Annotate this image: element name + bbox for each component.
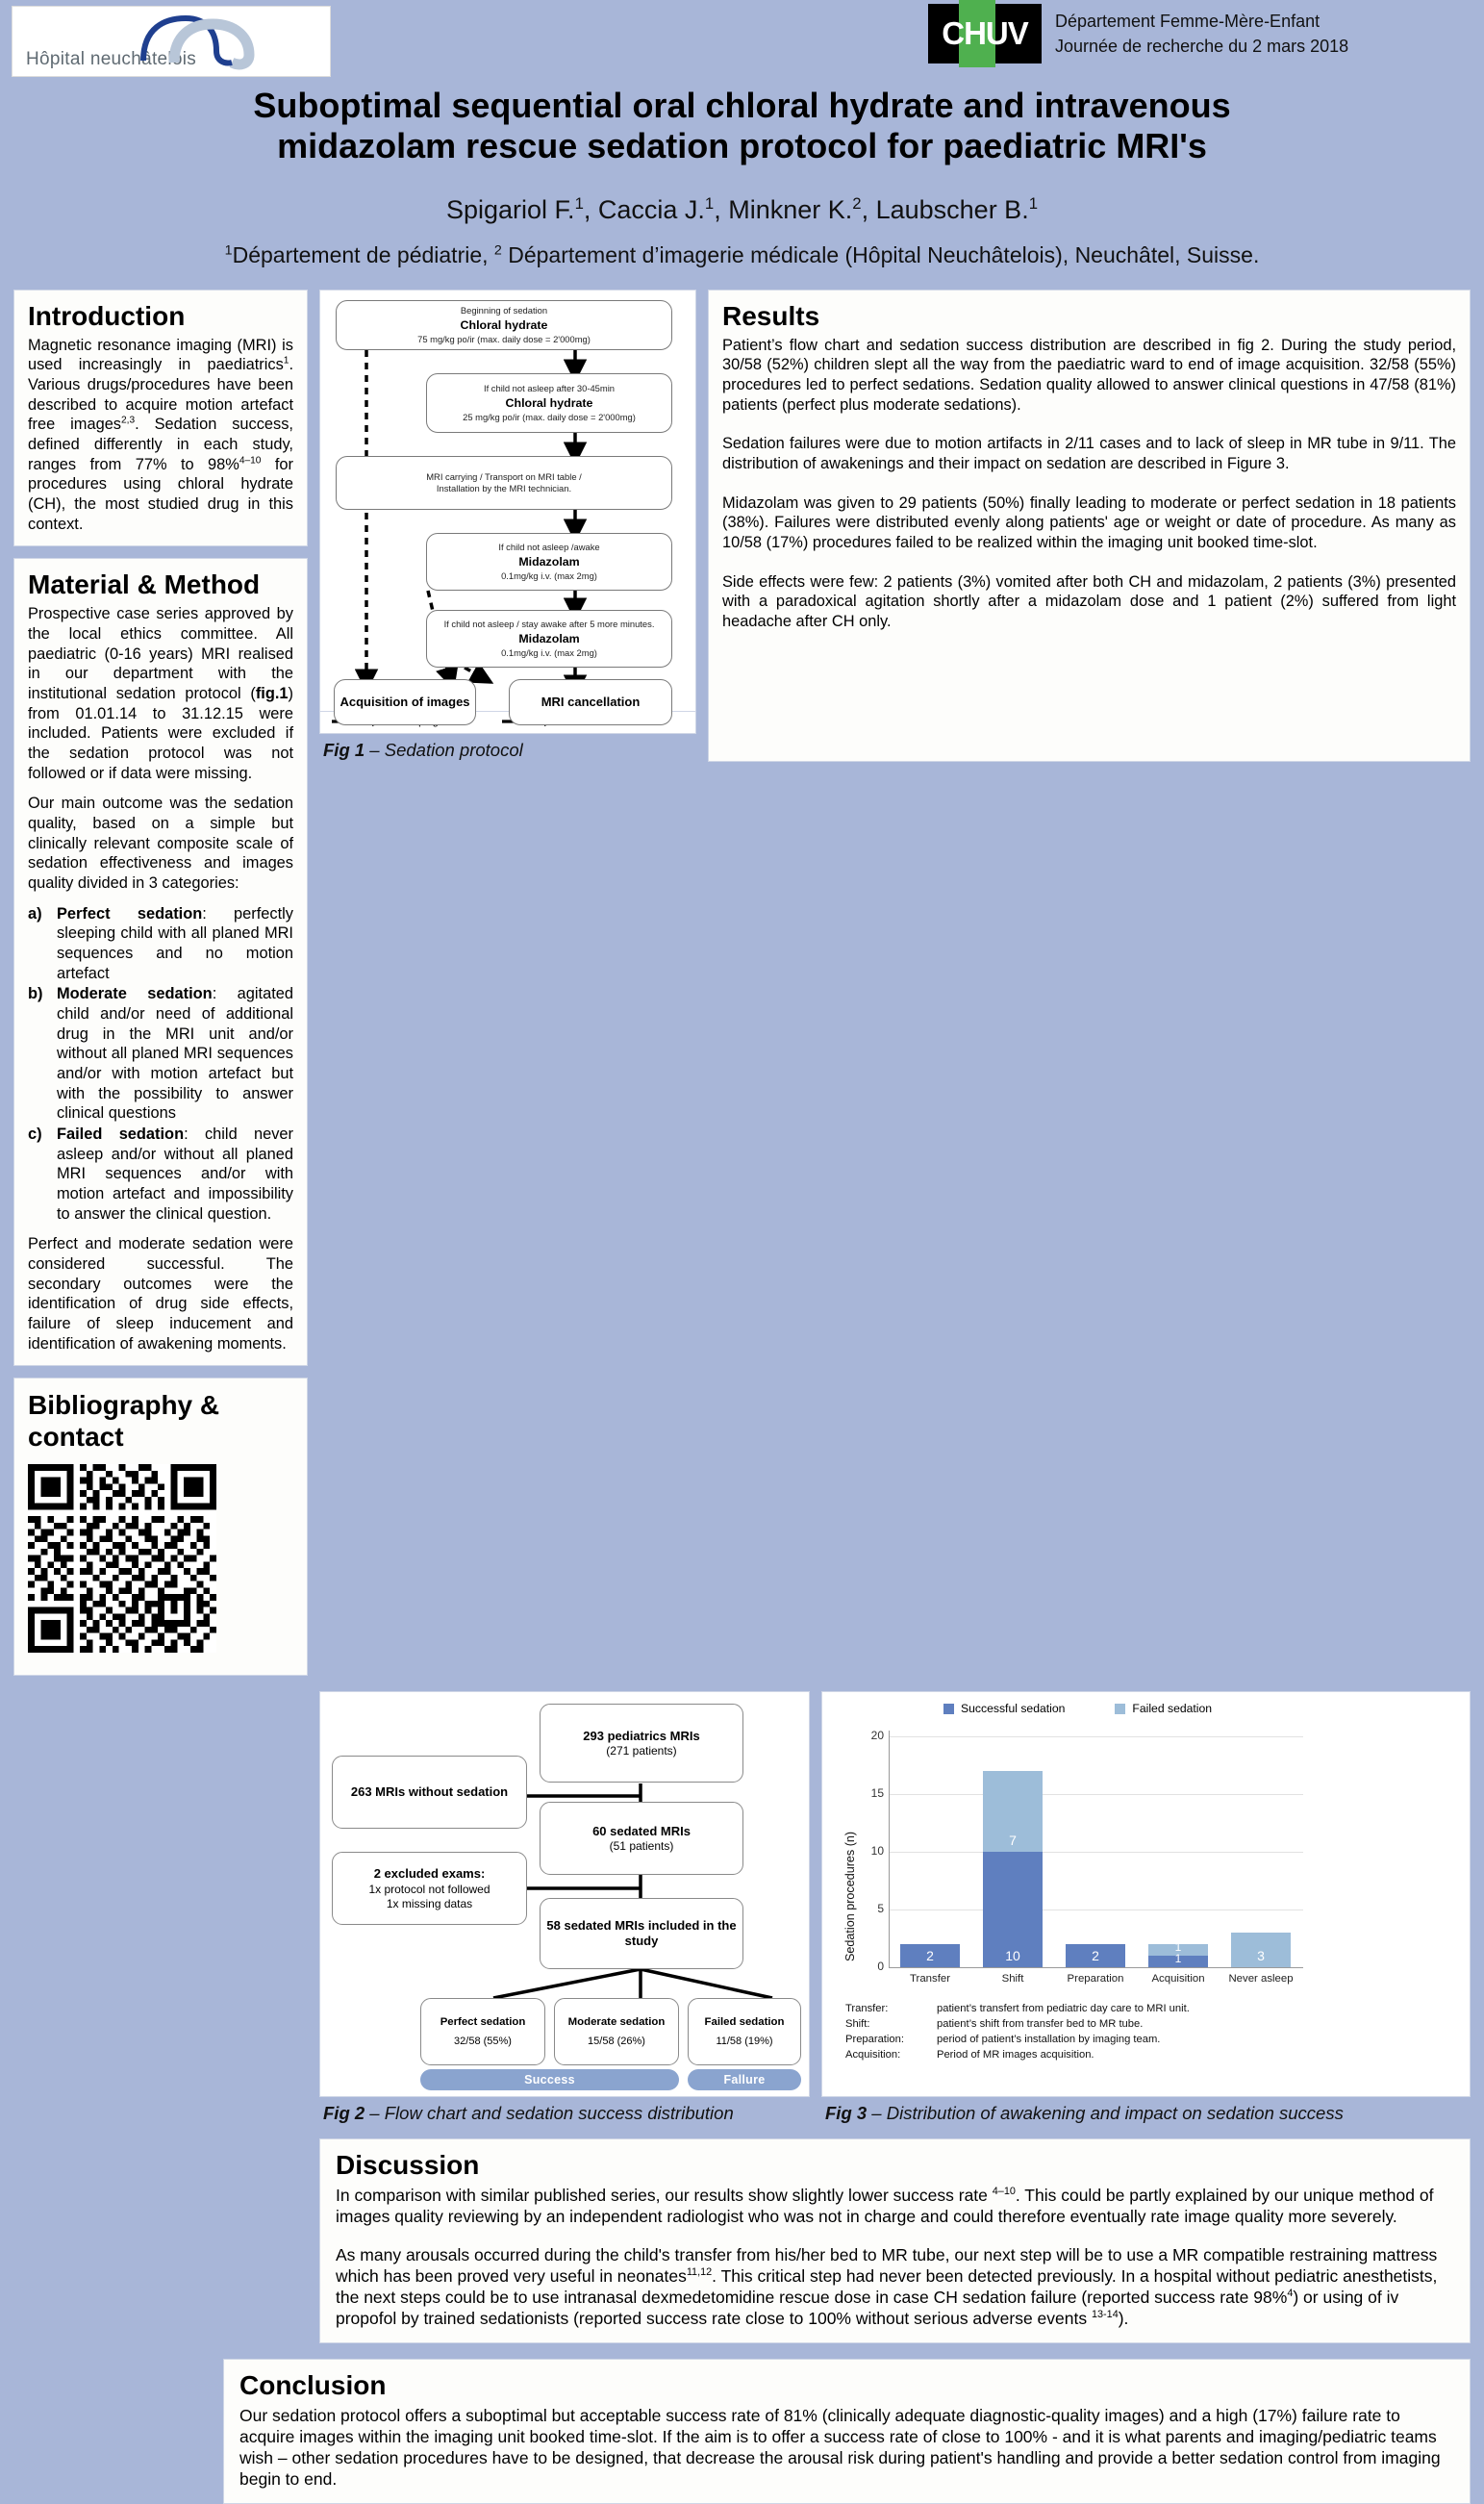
definition-key: Acquisition: xyxy=(845,2049,901,2061)
chuv-logo xyxy=(928,4,1042,63)
methods-panel xyxy=(13,558,308,1366)
legend-label-failed: Failed sedation xyxy=(1132,1702,1213,1716)
fig1-box-transport xyxy=(336,456,672,510)
gridline-20 xyxy=(890,1736,1303,1737)
methods-paragraph-3: Perfect and moderate sedation were considered successful. The secondary outcomes were the identification of drug side effects, failure of sleep inducement and identification of awakening moments. xyxy=(28,1235,293,1353)
bar-label-shift-failed: 7 xyxy=(1009,1833,1017,1849)
sedation-protocol-flowchart xyxy=(320,291,695,711)
bibliography-heading-line1: Bibliography & xyxy=(28,1390,220,1421)
x-tick-transfer: Transfer xyxy=(910,1973,950,1985)
legend-label-successful: Successful sedation xyxy=(961,1702,1066,1716)
fig1-box-midazolam-1 xyxy=(426,533,672,591)
definition-value: Period of MR images acquisition. xyxy=(937,2049,1094,2061)
definition-row xyxy=(845,2002,1288,2017)
fig2-excluded-exams-label: 2 excluded exams: xyxy=(373,1866,486,1882)
legend-item-successful xyxy=(943,1702,1065,1715)
fig1-box-second-ch-dose: 25 mg/kg po/ir (max. daily dose = 2'000mg) xyxy=(463,412,636,422)
fig1-box-start-dose: 75 mg/kg po/ir (max. daily dose = 2'000mg) xyxy=(417,334,591,344)
bar-label-never-asleep-failed: 3 xyxy=(1257,1948,1265,1964)
fig1-box-midazolam-1-dose: 0.1mg/kg i.v. (max 2mg) xyxy=(501,570,597,581)
gridline-10 xyxy=(890,1852,1303,1853)
legend-swatch-failed xyxy=(1115,1704,1125,1714)
chuv-logo-text: CHUV xyxy=(942,15,1028,51)
fig2-box-excluded-exams xyxy=(332,1852,527,1925)
fig1-caption-rest: – Sedation protocol xyxy=(365,739,523,760)
definition-key: Transfer: xyxy=(845,2003,889,2015)
fig3-caption-bold: Fig 3 xyxy=(825,2103,868,2124)
y-tick-5: 5 xyxy=(877,1902,884,1916)
legend-item-failed xyxy=(1115,1702,1212,1715)
x-tick-acquisition: Acquisition xyxy=(1151,1973,1205,1985)
fig2-box-without-sedation xyxy=(332,1756,527,1829)
discussion-heading: Discussion xyxy=(336,2149,480,2180)
introduction-heading: Introduction xyxy=(28,300,186,331)
list-marker: a) xyxy=(28,904,42,923)
hopital-neuchatelois-logo xyxy=(12,6,331,77)
methods-paragraph-1: Prospective case series approved by the local ethics committee. All paediatric (0-16 years) MRI realised in our department with the institutional sedation protocol (fig.1) from 01.01.14 to 31.12.15 were included. Patients were excluded if the sedation protocol was not followed or if data were missing. xyxy=(28,605,293,782)
discussion-paragraph-1: In comparison with similar published series, our results show slightly lower success rate $^{4-10}$. This could be partly explained by our unique method of images quality reviewing by an independent radiologist who was not in charge and could therefore eventually rate image quality more severely. xyxy=(336,2185,1434,2226)
y-axis-line xyxy=(889,1731,890,1968)
fig2-failed-sedation-value: 11/58 (19%) xyxy=(716,2035,773,2047)
y-tick-10: 10 xyxy=(870,1844,884,1859)
x-tick-shift: Shift xyxy=(1001,1973,1024,1985)
methods-heading: Material & Method xyxy=(28,569,261,600)
discussion-panel xyxy=(319,2138,1471,2343)
title-block xyxy=(0,82,1484,268)
patient-flow-chart xyxy=(320,1692,811,2096)
fig1-box-cancellation xyxy=(509,679,672,725)
definition-value: patient’s shift from transfer bed to MR tube. xyxy=(937,2018,1144,2031)
conclusion-panel xyxy=(223,2359,1471,2504)
fig2-caption xyxy=(323,2103,810,2125)
fig2-excluded-reason-1: 1x protocol not followed xyxy=(368,1882,490,1896)
fig1-caption xyxy=(323,740,696,762)
fig1-box-midazolam-1-drug: Midazolam xyxy=(518,554,580,569)
fig2-moderate-sedation-label: Moderate sedation xyxy=(567,2016,666,2029)
bibliography-heading xyxy=(28,1390,293,1453)
bar-label-acquisition-success: 1 xyxy=(1174,1952,1182,1966)
bibliography-heading-line2: contact xyxy=(28,1421,124,1452)
gridline-15 xyxy=(890,1794,1303,1795)
awakening-bar-chart xyxy=(822,1692,1470,2096)
chuv-event-line2: Journée de recherche du 2 mars 2018 xyxy=(1055,37,1349,56)
list-item xyxy=(28,984,293,1124)
fig2-box-perfect-sedation xyxy=(420,1998,545,2065)
fig3-panel xyxy=(821,1691,1471,2097)
definition-key: Shift: xyxy=(845,2018,870,2031)
list-item xyxy=(28,904,293,984)
y-tick-0: 0 xyxy=(877,1960,884,1974)
fig1-box-second-ch-drug: Chloral hydrate xyxy=(505,395,593,410)
fig2-failed-sedation-label: Failed sedation xyxy=(704,2016,785,2029)
bar-label-transfer-success: 2 xyxy=(926,1948,934,1964)
definition-value: period of patient’s installation by imaging team. xyxy=(937,2034,1161,2046)
list-marker: b) xyxy=(28,985,43,1003)
bar-label-acquisition-failed: 1 xyxy=(1174,1940,1182,1955)
definition-value: patient’s transfert from pediatric day care to MRI unit. xyxy=(937,2003,1190,2015)
hne-mark-icon xyxy=(136,11,280,70)
definition-key: Preparation: xyxy=(845,2034,904,2046)
x-tick-never-asleep: Never asleep xyxy=(1228,1973,1294,1985)
fig1-box-midazolam-2-cond: If child not asleep / stay awake after 5 more minutes. xyxy=(443,619,655,630)
bar-label-preparation-success: 2 xyxy=(1092,1948,1099,1964)
fig1-box-midazolam-2-dose: 0.1mg/kg i.v. (max 2mg) xyxy=(501,647,597,658)
fig1-box-cancellation-label: MRI cancellation xyxy=(541,695,641,710)
middle-column xyxy=(319,290,696,762)
list-marker: c) xyxy=(28,1126,42,1144)
x-tick-preparation: Preparation xyxy=(1067,1973,1124,1985)
sedation-category-list xyxy=(28,904,293,1225)
fig2-success-pill-label: Success xyxy=(524,2073,575,2087)
fig2-included-mris-label: 58 sedated MRIs included in the study xyxy=(546,1918,737,1949)
fig1-panel xyxy=(319,290,696,712)
fig2-total-patients-label: (271 patients) xyxy=(606,1744,677,1758)
discussion-paragraph-2: As many arousals occurred during the child's transfer from his/her bed to MR tube, our next step will be to use a MR compatible restraining mattress which has been proved very useful in neonates$^{11,12}$. This critical step had never been detected previously. In a hospital without pediatric anesthetists, the next steps could be to use intranasal dexmedetomidine rescue dose in case CH sedation failure (reported success rate 98%$^4$) or using of iv propofol by trained sedationists (reported success rate close to 100% without serious adverse events $^{13-14}$). xyxy=(336,2244,1438,2328)
bar-label-shift-success: 10 xyxy=(1005,1948,1020,1964)
hne-logo-label: Hôpital neuchâtelois xyxy=(26,49,197,69)
fig2-box-moderate-sedation xyxy=(554,1998,679,2065)
list-item-title: Failed sedation xyxy=(57,1126,185,1144)
fig1-box-start xyxy=(336,300,672,350)
list-item-text: : child never asleep and/or without all planed MRI sequences and/or with motion artefact and impossibility to answer the clinical question. xyxy=(57,1126,294,1223)
fig1-box-second-ch-cond: If child not asleep after 30-45min xyxy=(483,383,615,394)
fig1-box-second-ch xyxy=(426,373,672,433)
introduction-text: Magnetic resonance imaging (MRI) is used increasingly in paediatrics$^1$. Various drugs/procedures have been described to acquire motion artefact free images$^{2,3}$. Sedation success, defined differently in each study, ranges from 77% to 98%$^{4-10}$ for procedures using chloral hydrate (CH), the most studied drug in this context. xyxy=(28,336,293,533)
fig2-failure-pill-label: Fallure xyxy=(723,2073,766,2087)
fig2-box-failed-sedation xyxy=(688,1998,801,2065)
fig2-sedated-mris-label: 60 sedated MRIs xyxy=(592,1823,691,1838)
fig1-box-midazolam-2 xyxy=(426,610,672,668)
conclusion-heading: Conclusion xyxy=(239,2370,387,2401)
fig2-sedated-patients-label: (51 patients) xyxy=(609,1839,674,1853)
legend-swatch-successful xyxy=(943,1704,954,1714)
fig2-failure-pill xyxy=(688,2069,801,2090)
results-heading: Results xyxy=(722,300,820,331)
fig2-moderate-sedation-value: 15/58 (26%) xyxy=(588,2035,645,2047)
page-title xyxy=(38,86,1446,167)
fig2-caption-bold: Fig 2 xyxy=(323,2103,365,2124)
list-item-text: : agitated child and/or need of additional drug in the MRI unit and/or without all planed MRI sequences and/or with motion artefact but with the possibility to answer clinical questions xyxy=(57,985,293,1123)
title-line-1: Suboptimal sequential oral chloral hydrate and intravenous xyxy=(253,86,1231,125)
fig2-box-included-mris xyxy=(540,1898,743,1969)
fig2-total-mris-label: 293 pediatrics MRIs xyxy=(583,1728,700,1743)
y-tick-15: 15 xyxy=(870,1786,884,1801)
fig1-box-transport-line1: MRI carrying / Transport on MRI table / xyxy=(426,471,582,483)
fig1-caption-bold: Fig 1 xyxy=(323,739,365,760)
fig1-box-transport-line2: Installation by the MRI technician. xyxy=(436,482,572,493)
fig2-caption-rest: – Flow chart and sedation success distribution xyxy=(365,2103,734,2124)
fig2-box-total-mris xyxy=(540,1704,743,1783)
fig3-column xyxy=(821,1691,1471,2125)
results-paragraph-4: Side effects were few: 2 patients (3%) vomited after both CH and midazolam, 2 patients (3%) presented with a paradoxical agitation shortly after a midazolam dose and 1 patient (2%) suffered from light headache after CH only. xyxy=(722,572,1456,631)
list-item xyxy=(28,1125,293,1224)
definition-row xyxy=(845,2017,1288,2033)
chart-legend xyxy=(943,1702,1212,1715)
fig1-box-acquisition xyxy=(334,679,476,725)
author-list: Spigariol F.$^1$, Caccia J.$^1$, Minkner K.$^2$, Laubscher B.$^1$ xyxy=(445,193,1039,224)
list-item-title: Perfect sedation xyxy=(57,904,203,923)
fig1-box-midazolam-2-drug: Midazolam xyxy=(518,631,580,645)
affiliation-list: $^1$Département de pédiatrie, $^2$ Département d’imagerie médicale (Hôpital Neuchâtelois), Neuchâtel, Suisse. xyxy=(224,241,1260,267)
fig1-box-acquisition-label: Acquisition of images xyxy=(340,695,470,710)
definition-row xyxy=(845,2033,1288,2048)
list-item-text: : perfectly sleeping child with all planed MRI sequences and no motion artefact xyxy=(57,904,293,982)
left-column xyxy=(13,290,308,1676)
title-line-2: midazolam rescue sedation protocol for paediatric MRI's xyxy=(277,126,1207,166)
definition-row xyxy=(845,2048,1288,2063)
fig2-column xyxy=(319,1691,810,2125)
chuv-block xyxy=(928,4,1348,63)
chart-definitions xyxy=(845,2002,1288,2063)
fig2-success-pill xyxy=(420,2069,679,2090)
main-columns xyxy=(13,290,1471,1676)
fig2-perfect-sedation-value: 32/58 (55%) xyxy=(454,2035,512,2047)
chuv-department-text xyxy=(1055,9,1348,59)
results-paragraph-2: Sedation failures were due to motion artifacts in 2/11 cases and to lack of sleep in MR tube in 9/11. The distribution of awakenings and their impact on sedation are described in Figure 3. xyxy=(722,435,1456,473)
fig2-panel xyxy=(319,1691,810,2097)
fig2-excluded-reason-2: 1x missing datas xyxy=(386,1896,473,1910)
fig2-box-sedated-mris xyxy=(540,1802,743,1875)
chuv-department-line1: Département Femme-Mère-Enfant xyxy=(1055,11,1321,31)
conclusion-paragraph: Our sedation protocol offers a suboptimal but acceptable success rate of 81% (clinically adequate diagnostic-quality images) and a high (17%) failure rate to acquire images within the imaging unit booked time-slot. If the aim is to offer a success rate of close to 100% - and it is what parents and imaging/pediatric teams wish – other sedation procedures have to be designed, that decrease the arousal risk during patient's handling and provide a better sedation control from imaging begin to end. xyxy=(239,2405,1441,2489)
x-axis-line xyxy=(890,1967,1303,1968)
fig2-without-sedation-label: 263 MRIs without sedation xyxy=(350,1784,509,1800)
fig2-perfect-sedation-label: Perfect sedation xyxy=(440,2016,526,2029)
fig3-caption xyxy=(825,2103,1471,2125)
y-axis-label: Sedation procedures (n) xyxy=(843,1832,857,1962)
right-column xyxy=(708,290,1471,762)
introduction-panel xyxy=(13,290,308,547)
methods-paragraph-2: Our main outcome was the sedation quality, based on a simple but clinically relevant composite scale of sedation effectiveness and images quality divided in 3 categories: xyxy=(28,795,293,892)
fig3-caption-rest: – Distribution of awakening and impact on sedation success xyxy=(867,2103,1344,2124)
bibliography-panel xyxy=(13,1378,308,1676)
figures-row xyxy=(319,1691,1471,2125)
fig1-box-midazolam-1-cond: If child not asleep /awake xyxy=(498,542,600,553)
poster-header xyxy=(0,0,1484,82)
fig1-box-start-line1: Beginning of sedation xyxy=(460,305,548,316)
results-paragraph-3: Midazolam was given to 29 patients (50%) finally leading to moderate or perfect sedation in 18 patients (38%). Failures were distributed evenly along patients' age or weight or date of procedure. As many as 10/58 (17%) procedures failed to be realized within the imaging unit booked time-slot. xyxy=(722,493,1456,552)
y-tick-20: 20 xyxy=(870,1729,884,1743)
results-paragraph-1: Patient’s flow chart and sedation success distribution are described in fig 2. During the study period, 30/58 (52%) children slept all the way from the paediatric ward to end of image acquisition. 32/58 (55%) procedures led to perfect sedations. Sedation quality allowed to answer clinical questions in 47/58 (81%) patients (perfect plus moderate sedations). xyxy=(722,336,1456,414)
list-item-title: Moderate sedation xyxy=(57,985,213,1003)
qr-code[interactable] xyxy=(28,1464,216,1653)
fig1-box-start-drug: Chloral hydrate xyxy=(460,317,548,332)
poster-body xyxy=(0,290,1484,2504)
results-panel xyxy=(708,290,1471,762)
